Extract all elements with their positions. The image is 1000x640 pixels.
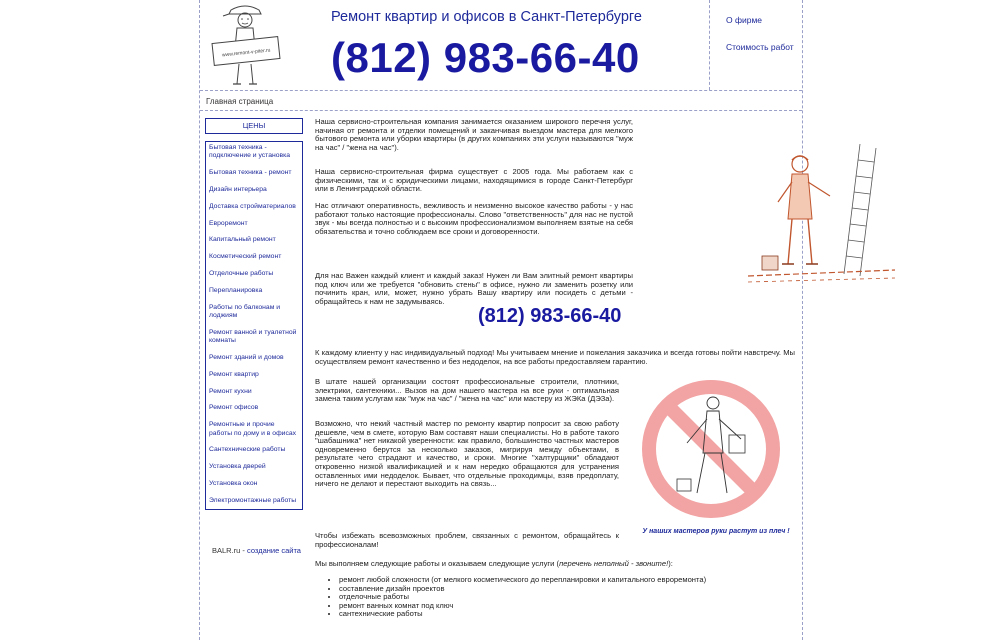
list-item: • ремонт любой сложности (от мелкого косметического до перепланировки и капитального евроремонта) xyxy=(339,576,759,585)
credit-link[interactable]: создание сайта xyxy=(247,546,301,555)
services-intro-prefix: Мы выполняем следующие работы и оказываем следующие услуги ( xyxy=(315,559,560,568)
staff-paragraph: В штате нашей организации состоят профессиональные строители, плотники, электрики, сантехники... Вызов на дом нашего мастера на все руки - оптимальная замена таким услугам как "муж на час" / "жена на час" или мастеру из ЖЭКа (ДЭЗа). xyxy=(315,377,619,404)
breadcrumb-bar xyxy=(200,90,802,111)
sidebar-item-replanning[interactable]: Перепланировка xyxy=(209,286,263,294)
sidebar-menu xyxy=(205,141,303,510)
prices-link[interactable]: ЦЕНЫ xyxy=(205,118,303,134)
quality-paragraph: Нас отличают оперативность, вежливость и неизменно высокое качество работы - у нас работают только настоящие профессионалы. Слово "ответственность" для нас не пустой звук - мы всегда полностью и с высоким профессионализмом выполняем взятые на себя обязательства и точно соблюдаем все сроки и договоренности. xyxy=(315,201,633,236)
sidebar-item-kitchen[interactable]: Ремонт кухни xyxy=(209,387,252,395)
services-intro-suffix: ): xyxy=(668,559,673,568)
sidebar-item-euro-renovation[interactable]: Евроремонт xyxy=(209,219,248,227)
worker-logo-icon[interactable] xyxy=(209,2,284,88)
sidebar-item-offices[interactable]: Ремонт офисов xyxy=(209,404,259,412)
sidebar-item-doors[interactable]: Установка дверей xyxy=(209,463,266,471)
list-item: • составление дизайн проектов xyxy=(339,585,759,594)
list-item: • ремонт ванных комнат под ключ xyxy=(339,602,759,611)
sidebar-item-windows[interactable]: Установка окон xyxy=(209,479,258,487)
page-container xyxy=(199,0,803,640)
sidebar-item-finishing[interactable]: Отделочные работы xyxy=(209,269,274,277)
avoid-problems-paragraph: Чтобы избежать всевозможных проблем, связанных с ремонтом, обращайтесь к профессионалам! xyxy=(315,531,619,549)
content-phone: (812) 983-66-40 xyxy=(478,305,622,327)
breadcrumb: Главная страница xyxy=(206,97,274,106)
sidebar-item-appliance-repair[interactable]: Бытовая техника - ремонт xyxy=(209,169,292,177)
sidebar-item-apartments[interactable]: Ремонт квартир xyxy=(209,370,259,378)
private-master-paragraph: Возможно, что некий частный мастер по ремонту квартир попросит за свою работу дешевле, чем в смете, которую Вам составят наши специалисты. Но в работе такого "шабашника" нет никакой уверенности: как правило, большинство частных мастеров одновременно берутся за несколько заказов, мигрируя между объектами, в результате чего страдают и качество, и сроки. Многие "халтурщики" обладают откровенно низкой квалификацией и к нам нередко обращаются для устранения оставленных ими недоделок. Бывает, что отдельные проходимцы, взяв предоплату, ничего не делают и перестают выходить на связь... xyxy=(315,419,619,489)
sidebar-item-balconies[interactable]: Работы по балконам и лоджиям xyxy=(209,303,281,319)
sidebar-item-misc-works[interactable]: Ремонтные и прочие работы по дому и в офисах xyxy=(209,421,297,437)
header-phone: (812) 983-66-40 xyxy=(331,34,640,81)
list-item: • отделочные работы xyxy=(339,593,759,602)
history-paragraph: Наша сервисно-строительная фирма существует с 2005 года. Мы работаем как с физическими, так и с юридическими лицами, находящимися в городе Санкт-Петербург или в Ленинградской области. xyxy=(315,167,633,194)
site-title: Ремонт квартир и офисов в Санкт-Петербурге xyxy=(331,9,642,25)
nav-about-link[interactable]: О фирме xyxy=(726,15,763,25)
intro-paragraph: Наша сервисно-строительная компания занимается оказанием широкого перечня услуг, начиная от ремонта и отделки помещений и заканчивая выездом мастера для мелкого бытового ремонта или уборки квартиры (в других компаниях эти услуги называются "муж на час" / "жена на час"). xyxy=(315,117,633,152)
sidebar-item-plumbing[interactable]: Сантехнические работы xyxy=(209,446,286,454)
sidebar-item-materials-delivery[interactable]: Доставка стройматериалов xyxy=(209,202,296,210)
services-intro xyxy=(315,560,735,569)
approach-paragraph: К каждому клиенту у нас индивидуальный подход! Мы учитываем мнение и пожелания заказчика и всегда готовы пойти навстречу. Мы осуществляем ремонт качественно и без недоделок, на все работы предоставляем гарантию. xyxy=(315,348,795,366)
sidebar-item-electrical[interactable]: Электромонтажные работы xyxy=(209,496,297,504)
header xyxy=(200,0,802,90)
sidebar-item-bathroom[interactable]: Ремонт ванной и туалетной комнаты xyxy=(209,328,297,345)
services-list xyxy=(315,576,759,619)
site-credit xyxy=(212,546,301,555)
services-intro-note: перечень неполный - звоните! xyxy=(559,559,669,568)
credit-prefix: BALR.ru - xyxy=(212,546,248,555)
list-item: • сантехнические работы xyxy=(339,610,759,619)
nav-prices-link[interactable]: Стоимость работ xyxy=(726,42,794,52)
sidebar-item-cosmetic-repair[interactable]: Косметический ремонт xyxy=(209,253,282,261)
sidebar xyxy=(205,118,303,510)
header-divider xyxy=(709,0,710,90)
sidebar-item-appliance-install[interactable]: Бытовая техника - подключение и установка xyxy=(209,144,291,160)
every-client-paragraph: Для нас Важен каждый клиент и каждый заказ! Нужен ли Вам элитный ремонт квартиры под ключ или же требуется "обновить стены" в офисе, нужно ли заменить розетку или починить кран, или, может, нужно убрать Вашу квартиру или посидеть с детьми - обращайтесь к нам не задумываясь. xyxy=(315,271,633,306)
sidebar-item-interior-design[interactable]: Дизайн интерьера xyxy=(209,186,267,193)
sidebar-item-buildings[interactable]: Ремонт зданий и домов xyxy=(209,353,284,361)
worker-illustration-icon xyxy=(748,124,895,287)
top-nav xyxy=(726,15,794,69)
illustration-caption: У наших мастеров руки растут из плеч ! xyxy=(642,528,790,535)
sidebar-item-capital-repair[interactable]: Капитальный ремонт xyxy=(209,236,276,244)
logo-text: www.remont-v-piter.ru xyxy=(221,47,271,59)
prohibition-sign-icon xyxy=(631,373,791,525)
